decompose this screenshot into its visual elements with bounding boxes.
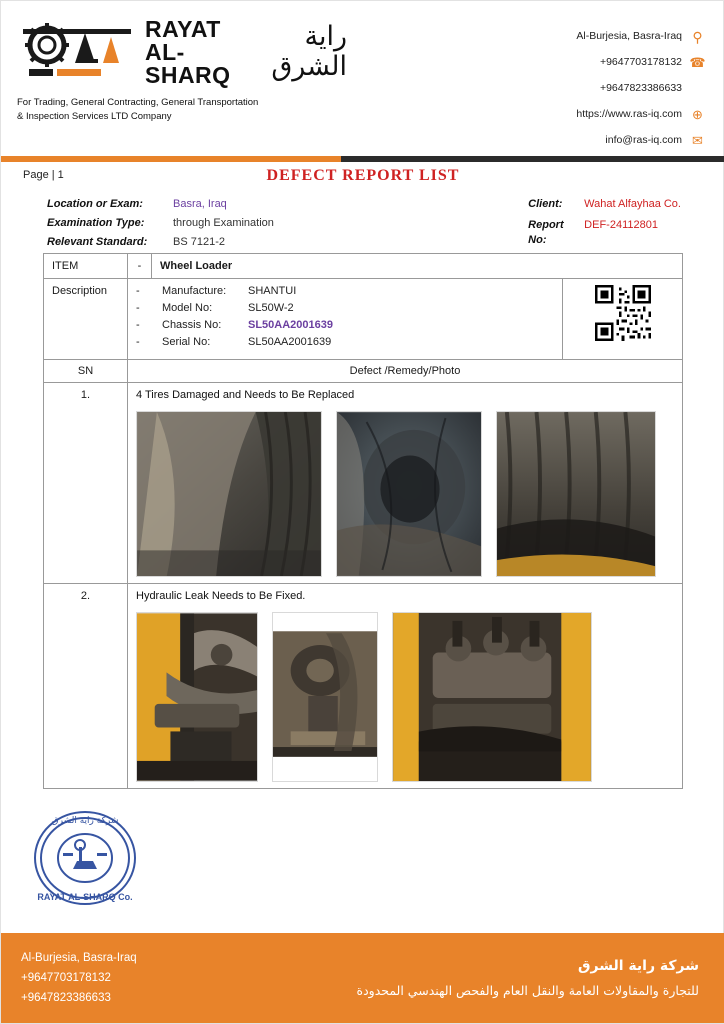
spec-model [136,302,554,314]
row-1-photos [136,411,674,577]
spec-serial-key: Serial No: [162,336,211,348]
row-1-sn: 1. [44,383,128,584]
item-label-cell: ITEM [44,254,128,279]
description-label-cell: Description [44,279,128,360]
footer-arabic-desc: للتجارة والمقاولات العامة والنقل العام والفحص الهندسي المحدودة [356,983,699,999]
phone-icon: ☎ [689,55,706,70]
description-specs-cell [128,279,563,360]
spec-serial-value: SL50AA2001639 [248,336,332,348]
footer-address: Al-Burjesia, Basra-Iraq [21,951,137,964]
title-bar [1,159,723,193]
table-row [44,584,683,789]
contact-phone-1 [576,55,705,70]
meta-location-value: Basra, Iraq [173,198,227,210]
brand-block [17,15,347,124]
contact-email[interactable] [576,133,705,148]
table-row-sn-header [44,360,683,383]
meta-report-no-label: Report No: [528,218,564,246]
meta-standard-value: BS 7121-2 [173,235,225,248]
brand-tagline [17,96,347,124]
contact-phone-1-text: +9647703178132 [599,56,682,69]
contact-website-text: https://www.ras-iq.com [576,108,682,121]
meta-client-label: Client: [528,198,563,210]
spec-model-key: Model No: [162,302,213,314]
spec-model-value: SL50W-2 [248,302,294,314]
meta-exam-type-label: Examination Type: [47,216,145,229]
defect-header-cell: Defect /Remedy/Photo [128,360,683,383]
photo-tire-1 [136,411,322,577]
report-meta [1,193,723,251]
brand-tagline-line1: For Trading, General Contracting, General Transportation [17,97,259,108]
meta-standard [47,235,467,250]
table-row-description [44,279,683,360]
photo-tire-3 [496,411,656,577]
spec-manufacture-value: SHANTUI [248,285,297,297]
seal-text-ar: شركة راية الشرق [51,816,119,826]
mail-icon: ✉ [692,133,703,148]
photo-hydraulic-2 [272,612,378,782]
row-1-defect-text: 4 Tires Damaged and Needs to Be Replaced [136,389,355,401]
company-logo-icon [17,15,137,89]
meta-exam-type-value: through Examination [173,216,274,229]
meta-location [47,197,467,212]
table-row-item [44,254,683,279]
item-value-cell: Wheel Loader [152,254,683,279]
phone-icon-2 [690,81,705,96]
defect-table [43,253,683,789]
meta-client-value: Wahat Alfayhaa Co. [584,198,681,210]
contact-email-text: info@ras-iq.com [605,134,682,147]
spec-serial-dash: - [136,336,140,348]
photo-tire-2 [336,411,482,577]
brand-name-en: RAYAT AL-SHARQ [145,15,231,88]
contact-phone-2 [576,81,705,96]
report-meta-right [528,197,681,254]
contact-phone-2-text: +9647823386633 [599,82,682,95]
row-2-photos [136,612,674,782]
spec-manufacture-dash: - [136,285,140,297]
photo-hydraulic-3 [392,612,592,782]
contact-address-text: Al-Burjesia, Basra-Iraq [576,30,682,43]
page-title: DEFECT REPORT LIST [266,167,460,184]
footer-phone-1: +9647703178132 [21,971,111,984]
sn-header-cell: SN [44,360,128,383]
meta-report-no-value: DEF-24112801 [584,218,658,231]
footer-arabic [357,953,699,1003]
spec-manufacture-key: Manufacture: [162,285,227,297]
document-footer [1,933,724,1023]
meta-client [528,197,681,212]
spec-chassis [136,319,554,331]
seal-text-en: RAYAT AL-SHARQ Co. [37,892,133,902]
contact-block [576,15,705,159]
row-1-defect [128,383,683,584]
company-seal-stamp [29,805,141,911]
item-dash-cell: - [128,254,152,279]
report-meta-left [47,197,467,250]
row-2-defect [128,584,683,789]
location-pin-icon: ⚲ [692,28,703,45]
meta-location-label: Location or Exam: [47,198,143,210]
meta-exam-type [47,216,467,231]
contact-address [576,29,705,44]
contact-website[interactable] [576,107,705,122]
spec-model-dash: - [136,302,140,314]
spec-manufacture [136,285,554,297]
table-row [44,383,683,584]
row-2-sn: 2. [44,584,128,789]
meta-report-no [528,218,681,248]
footer-arabic-name: شركة راية الشرق [578,957,699,974]
spec-chassis-key: Chassis No: [162,319,222,331]
globe-icon: ⊕ [692,107,703,122]
qr-code-cell [563,279,683,360]
brand-name-ar: راية الشرق [271,21,347,82]
spec-chassis-dash: - [136,319,140,331]
page-number: Page | 1 [23,169,64,181]
spec-serial [136,336,554,348]
meta-standard-label: Relevant Standard: [47,235,148,248]
document-header [1,1,723,159]
footer-phone-2: +9647823386633 [21,992,111,1005]
row-2-defect-text: Hydraulic Leak Needs to Be Fixed. [136,590,306,602]
footer-contact [21,948,137,1008]
photo-hydraulic-1 [136,612,258,782]
qr-code-icon [595,285,651,341]
spec-chassis-value: SL50AA2001639 [248,319,334,331]
brand-tagline-line2: & Inspection Services LTD Company [17,110,172,122]
